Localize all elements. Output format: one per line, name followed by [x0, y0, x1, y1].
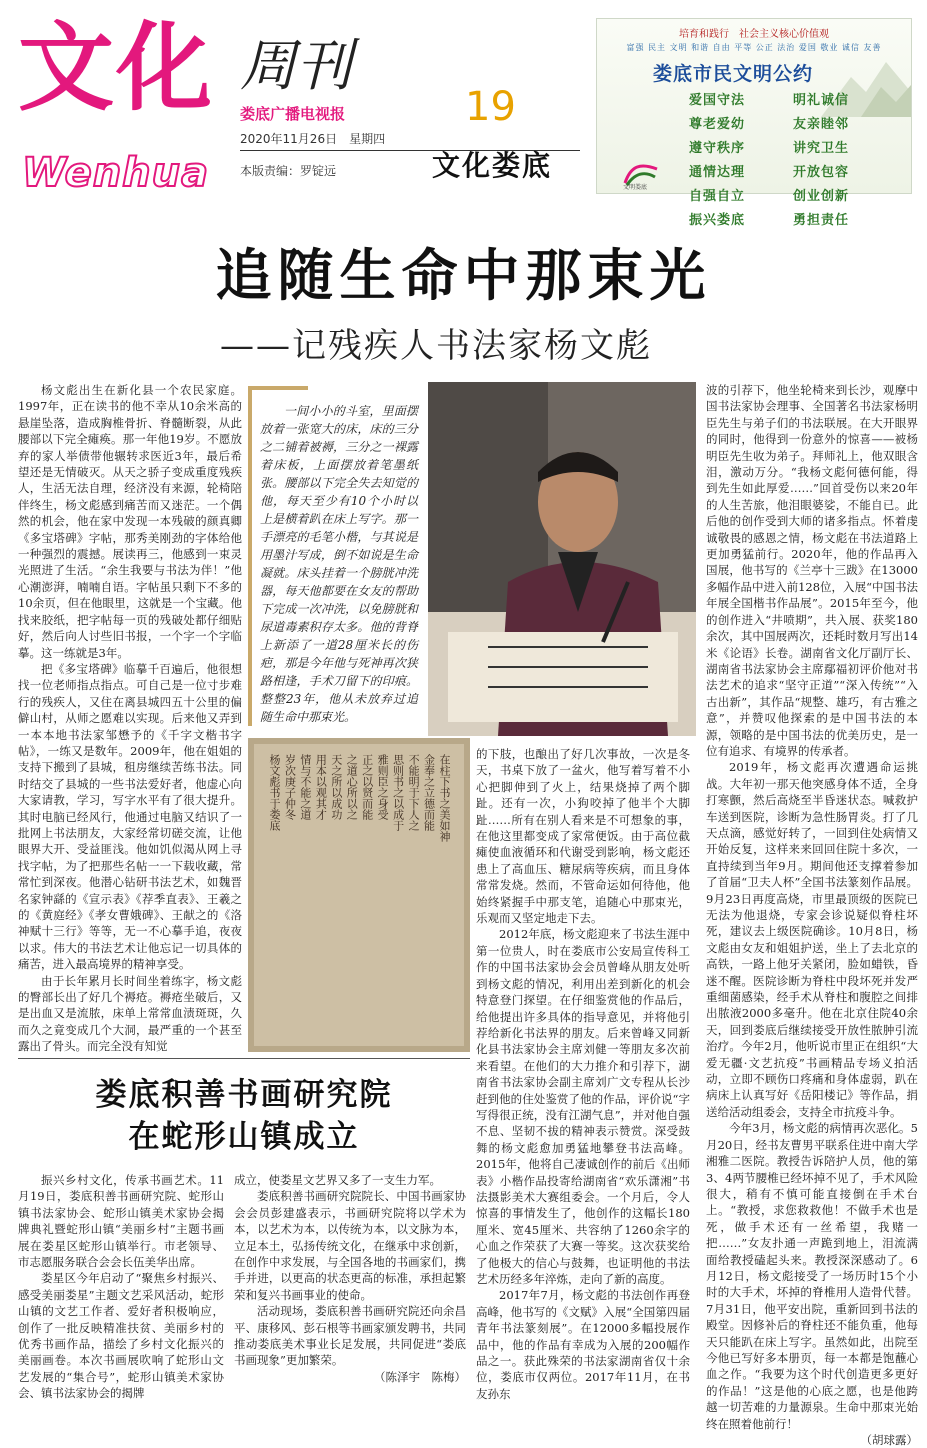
paragraph: 今年3月，杨文彪的病情再次恶化。5月20日，经书友曹男平联系住进中南大学湘雅二医院。教授告诉陪护人员，他的第3、4两节腰椎已经坏掉不见了，手术风险很大，稍有不慎可能直接倒在手术台上。“教授，求您救救他！不做手术也是死，做手术还有一丝希望，我赌一把……”女友扑通一声跪到地上，泪流满面给教授磕起头来。教授深深感动了。6月12日，杨文彪接受了一场历时15个小时的大手术，坏掉的脊椎用人造骨代替。7月31日，他平安出院，重新回到书法的殿堂。因修补后的脊柱还不能负重，他每天只能趴在床上写字。虽然如此，出院至今他已写好多本册页，每一本都是饱蘸心血之作。“我要为这个时代创造更多更好的作品！”这是他的心底之愿，也是他跨越一切苦难的力量源泉。生命中那束光始终在照着他前行！ [706, 1121, 918, 1431]
paragraph: 2012年底，杨文彪迎来了书法生涯中第一位贵人，时在娄底市公安局宣传科工作的中国书法家协会会员曾峰从朋友处听到杨文彪的情况，利用出差到新化的机会特意登门探望。在仔细鉴赏他的作品后，给他提出许多具体的指导意见，并将他引荐给新化书法界的朋友。后来曾峰又同新化县书法家协会主席刘健一等朋友多次前来看望。在他们的大力推介和引荐下，湖南省书法家协会副主席刘广文专程从长沙赶到他的住处鉴赏了他的作品，评价说“字写得很正统，没有江湖气息”，并对他自强不息、坚韧不拔的精神表示赞赏。深受鼓舞的杨文彪愈加勇猛地攀登书法高峰。2015年，他将自己凄诚创作的前后《出师表》小楷作品投寄给湖南省“欢乐潇湘”书法摄影美术大赛组委会。一个月后，令人惊喜的事情发生了，他创作的这幅长180厘米、宽45厘米、共容纳了1260余字的心血之作荣获了大赛一等奖。这次获奖给了他极大的信心与鼓舞，也证明他的书法艺术历经多年淬炼，走向了新的高度。 [476, 927, 690, 1286]
section-name: 文化娄底 [432, 149, 553, 182]
civic-item: 爱国守法 [689, 93, 746, 108]
paragraph: 2017年7月，杨文彪的书法创作再登高峰，他书写的《文赋》入展“全国第四届青年书法篆刻展”。在12000多幅投展作品中，他的作品有幸成为入展的200幅作品之一。获此殊荣的书法家湖南省仅十余位，娄底市仅两位。2017年11月，在书友孙东 [476, 1288, 690, 1401]
civic-item: 自强自立 [689, 189, 746, 204]
calligraphy-column: 情与不能之道 [298, 754, 312, 820]
calligraphy-column: 不能明于下人之 [407, 754, 421, 831]
calligraphy-column: 之道心所以之 [345, 754, 359, 820]
calligraphy-column: 天之所以成功 [329, 754, 343, 820]
masthead-title: 文化 [18, 12, 214, 124]
secondary-byline: （陈泽宇 陈梅） [374, 1369, 466, 1384]
civic-item: 讲究卫生 [793, 141, 850, 156]
section-divider [18, 1058, 470, 1059]
paragraph: 成立，使娄星文艺界又多了一支生力军。 [234, 1173, 441, 1187]
civilization-logo-icon [621, 159, 661, 189]
civic-item: 通情达理 [689, 165, 746, 180]
masthead-latin: Wenhua [22, 150, 210, 196]
calligraphy-columns [268, 754, 450, 1036]
civic-logo-caption: 文明娄底 [623, 184, 648, 191]
calligraphy-column: 金奉之立德而能 [422, 754, 436, 831]
civic-title: 娄底市民文明公约 [653, 63, 814, 85]
portrait-illustration-icon [428, 382, 696, 736]
secondary-column-1 [18, 1172, 224, 1401]
civic-item: 遵守秩序 [689, 141, 746, 156]
paragraph: 活动现场，娄底积善书画研究院还向余昌平、康移风、彭石根等书画家颁发聘书，共同推动娄底美术事业长足发展，共同促进“娄底书画现象”更加繁荣。 [234, 1304, 466, 1368]
civic-item: 开放包容 [793, 165, 850, 180]
calligraphy-column: 思则书之以成于 [391, 754, 405, 831]
civic-item: 勇担责任 [793, 213, 850, 228]
paragraph: 振兴乡村文化，传承书画艺术。11月19日，娄底积善书画研究院、蛇形山镇书法家协会、蛇形山镇美术家协会揭牌典礼暨蛇形山镇“美丽乡村”主题书画展在娄星区蛇形山镇举行。市老领导、市志愿服务联合会会长伍美华出席。 [18, 1173, 224, 1270]
article-column-3 [476, 746, 690, 1401]
civic-item: 明礼诚信 [793, 93, 850, 108]
paragraph: 把《多宝塔碑》临摹千百遍后，他很想找一位老师指点指点。可自己是一位寸步难行的残疾人，又住在离县城四五十公里的偏僻山村，从师之愿难以实现。后来他又弄到一本本地书法家邹懋予的《千字文楷书字帖》，一练又是数年。2009年，他在姐姐的支持下搬到了县城，租房继续苦练书法。同时结交了县城的一些书法爱好者，他虚心向大家请教，学习，写字水平有了很大提升。其时电脑已经风行，他通过电脑又结识了一批网上书法朋友，大家经常切磋交流，让他眼界大开、受益匪浅。他如饥似渴从网上寻找字帖，为了把那些名帖一一下载收藏，常常忙到深夜。他潜心钻研书法艺术，如魏晋名家钟繇的《宣示表》《荐季直表》、王羲之的《黄庭经》《孝女曹娥碑》、王献之的《洛神赋十三行》等等，无一不心摹手追，夜夜以求。伟大的书法艺术让他忘记一切具体的痛苦，进入最高境界的精神享受。 [18, 661, 242, 972]
pull-quote-text: 一间小小的斗室，里面摆放着一张宽大的床，床的三分之二铺着被褥，三分之一裸露着床板，上面摆放着笔墨纸张。腰部以下完全失去知觉的他，每天至少有10个小时以上是横着趴在床上写字。那一手漂亮的毛笔小楷，与其说是用墨汁写成，倒不如说是生命凝就。床头挂着一个膀胱冲洗器，每天他都要在女友的帮助下完成一次冲洗，以免膀胱和尿道毒素积存太多。他的背脊上新添了一道28厘米长的伤疤，那是今年他与死神再次狭路相逢，手术刀留下的印痕。整整23年，他从未放弃过追随生命中那束光。 [260, 404, 418, 724]
article-column-1 [18, 382, 242, 1054]
civic-items [689, 89, 889, 228]
page-number: 19 [465, 84, 516, 130]
paragraph: 的下肢，也酿出了好几次事故，一次是冬天，书桌下放了一盆火，他写着写着不小心把脚伸到了火上，结果烧掉了两个脚趾。还有一次，小狗咬掉了他半个大脚趾……所有在别人看来是不可想象的事，在他这里都变成了家常便饭。由于高位截瘫使血液循环和代谢受到影响，杨文彪还患上了高血压、糖尿病等疾病，而且身体常常发烧。然而，不管命运如何待他，他始终紧握手中那支笔，追随心中那束光，乐观而又坚定地走下去。 [476, 747, 690, 926]
calligraphy-column: 正之以贤而能 [360, 754, 374, 820]
masthead-publisher: 娄底广播电视报 [240, 105, 346, 123]
paragraph: 波的引荐下，他坐轮椅来到长沙，观摩中国书法家协会理事、全国著名书法家杨明臣先生与弟子们的书法联展。在大开眼界的同时，他得到一份意外的惊喜——被杨明臣先生收为弟子。拜师礼上，他双眼含泪，激动万分。“我杨文彪何德何能，得到先生如此厚爱……”回首受伤以来20年的人生苦旅，他泪眼婆娑，不能自已。此后他的创作受到大师的诸多指点。怀着虔诚敬畏的感恩之情，杨文彪在书法道路上更加勇猛前行。2020年，他的作品再入国展，他书写的《兰亭十三跋》在13000多幅作品中进入前128位，入展“中国书法年展全国楷书作品展”。2015年至今，他的创作进入“井喷期”，共入展、获奖180余次，其中国展两次，还耗时数月写出14米《论语》长卷。湖南省文化厅副厅长、湖南省书法家协会主席鄢福初评价他对书法艺术的追求“坚守正道”“深入传统”“入古出新”，其作品“规整、雄巧，有古雅之意”，并赞叹他探索的是中国书法的本源，领略的是中国书法的优美历史，是一位有追求、有境界的传承者。 [706, 383, 918, 758]
calligraphy-column: 在柱下书之美如神 [437, 754, 451, 842]
article-headline: 追随生命中那束光 [215, 244, 712, 309]
paragraph: 2019年，杨文彪再次遭遇命运挑战。大年初一那天他突感身体不适，全身打寒颤，然后高烧至半昏迷状态。喊救护车送到医院，诊断为急性肠胃炎。打了几天点滴，感觉好转了，一回到住处病情又开始反复，这样来来回回住院十多次，一直持续到当年9月。期间他还支撑着参加了首届“卫夫人杯”全国书法篆刻作品展。9月23日再度高烧，市里最顶级的医院已无法为他退烧，专家会诊说疑似脊柱坏死，建议去上级医院确诊。10月8日，杨文彪由女友和姐姐护送，坐上了去北京的高铁，一路上他牙关紧闭，脸如蜡铁，昏迷不醒。医院诊断为脊柱中段坏死并发严重细菌感染，经手术从脊柱和腹腔之间排出脓液2000多毫升。他在北京住院40余天，回到娄底后继续接受开放性脓肿引流治疗。今年2月，他听说市里正在组织“大爱无疆·文艺抗疫”书画精品专场义拍活动，立即不顾伤口疼痛和身体虚弱，趴在病床上认真写好《岳阳楼记》等作品，捐送给活动组委会，支持全市抗疫斗争。 [706, 760, 918, 1119]
civic-item: 尊老爱幼 [689, 117, 746, 132]
calligraphy-artwork [248, 738, 470, 1052]
portrait-photo [428, 382, 696, 736]
article-column-4 [706, 382, 918, 1447]
paragraph: 娄底积善书画研究院院长、中国书画家协会会员彭建盛表示，书画研究院将以学术为本，以艺术为本，以传统为本，以文脉为本，立足本土，弘扬传统文化，在继承中求创新，在创作中求发展，与全国各地的书画家们，携手并进，以更高的状态更高的标准，承担起繁荣和复兴书画事业的使命。 [234, 1189, 466, 1302]
article-byline: （胡球露） [860, 1433, 918, 1447]
civic-values-line: 富强 民主 文明 和谐 自由 平等 公正 法治 爱国 敬业 诚信 友善 [626, 43, 882, 52]
civic-top-line: 培育和践行 社会主义核心价值观 [679, 29, 829, 40]
civic-item: 创业创新 [793, 189, 850, 204]
paragraph: 娄星区今年启动了“聚焦乡村振兴、感受美丽娄星”主题文艺采风活动，蛇形山镇的文艺工作者、爱好者积极响应，创作了一批反映精准扶贫、美丽乡村的优秀书画作品，描绘了乡村文化振兴的美丽画卷。本次书画展吹响了蛇形山文艺发展的“集合号”，蛇形山镇美术家协会、镇书法家协会的揭牌 [18, 1271, 224, 1401]
calligraphy-signature: 杨文彪书于娄底 [268, 754, 281, 831]
page-editor: 本版责编：罗锭远 [240, 164, 337, 178]
article-subheadline: ——记残疾人书法家杨文彪 [220, 326, 652, 366]
secondary-headline-line-1: 娄底积善书画研究院 [95, 1077, 393, 1113]
civic-item: 友亲睦邻 [793, 117, 850, 132]
masthead-weekly: 周刊 [240, 34, 352, 99]
paragraph: 杨文彪出生在新化县一个农民家庭。1997年，正在读书的他不幸从10余米高的悬崖坠落，造成胸椎骨折、脊髓断裂，从此腰部以下完全瘫痪。那一年他19岁。不愿放弃的家人举债带他辗转求医近3年，最后希望还是无情破灭。从天之骄子变成重度残疾人，生活无法自理，经济没有来源，轮椅陪伴终生，杨文彪感到痛苦而又迷茫。一个偶然的机会，他在家中发现一本残破的颜真卿《多宝塔碑》字帖，那秀美刚劲的字体给他一种强烈的震撼。展读再三，他感到一束灵光照进了生活。“余生我要与书法为伴！”他心潮澎湃，喃喃自语。字帖虽只剩下不多的10余页，但在他眼里，这就是一个宝藏。他找来胶纸，把字帖每一页的残破处都仔细贴好，然后向人讨些旧书报，一个字一个字临摹。这一练就是3年。 [18, 383, 242, 660]
paragraph: 由于长年累月长时间坐着练字，杨文彪的臀部长出了好几个褥疮。褥疮坐破后，又是出血又是流脓，床单上常常血渍斑斑，久而久之竟变成几个大洞，最严重的一个甚至露出了骨头。而完全没有知觉 [18, 973, 242, 1054]
calligraphy-signature: 岁次庚子仲冬 [283, 754, 297, 820]
secondary-column-2 [234, 1172, 466, 1388]
issue-date: 2020年11月26日 星期四 [240, 132, 386, 146]
pull-quote [248, 386, 418, 726]
calligraphy-column: 雅则臣之身受 [376, 754, 390, 820]
civic-convention-box [596, 18, 912, 228]
secondary-headline-line-2: 在蛇形山镇成立 [128, 1119, 360, 1155]
secondary-headline [18, 1074, 470, 1158]
calligraphy-column: 用本以观其才 [314, 754, 328, 820]
civic-item: 振兴娄底 [689, 213, 746, 228]
